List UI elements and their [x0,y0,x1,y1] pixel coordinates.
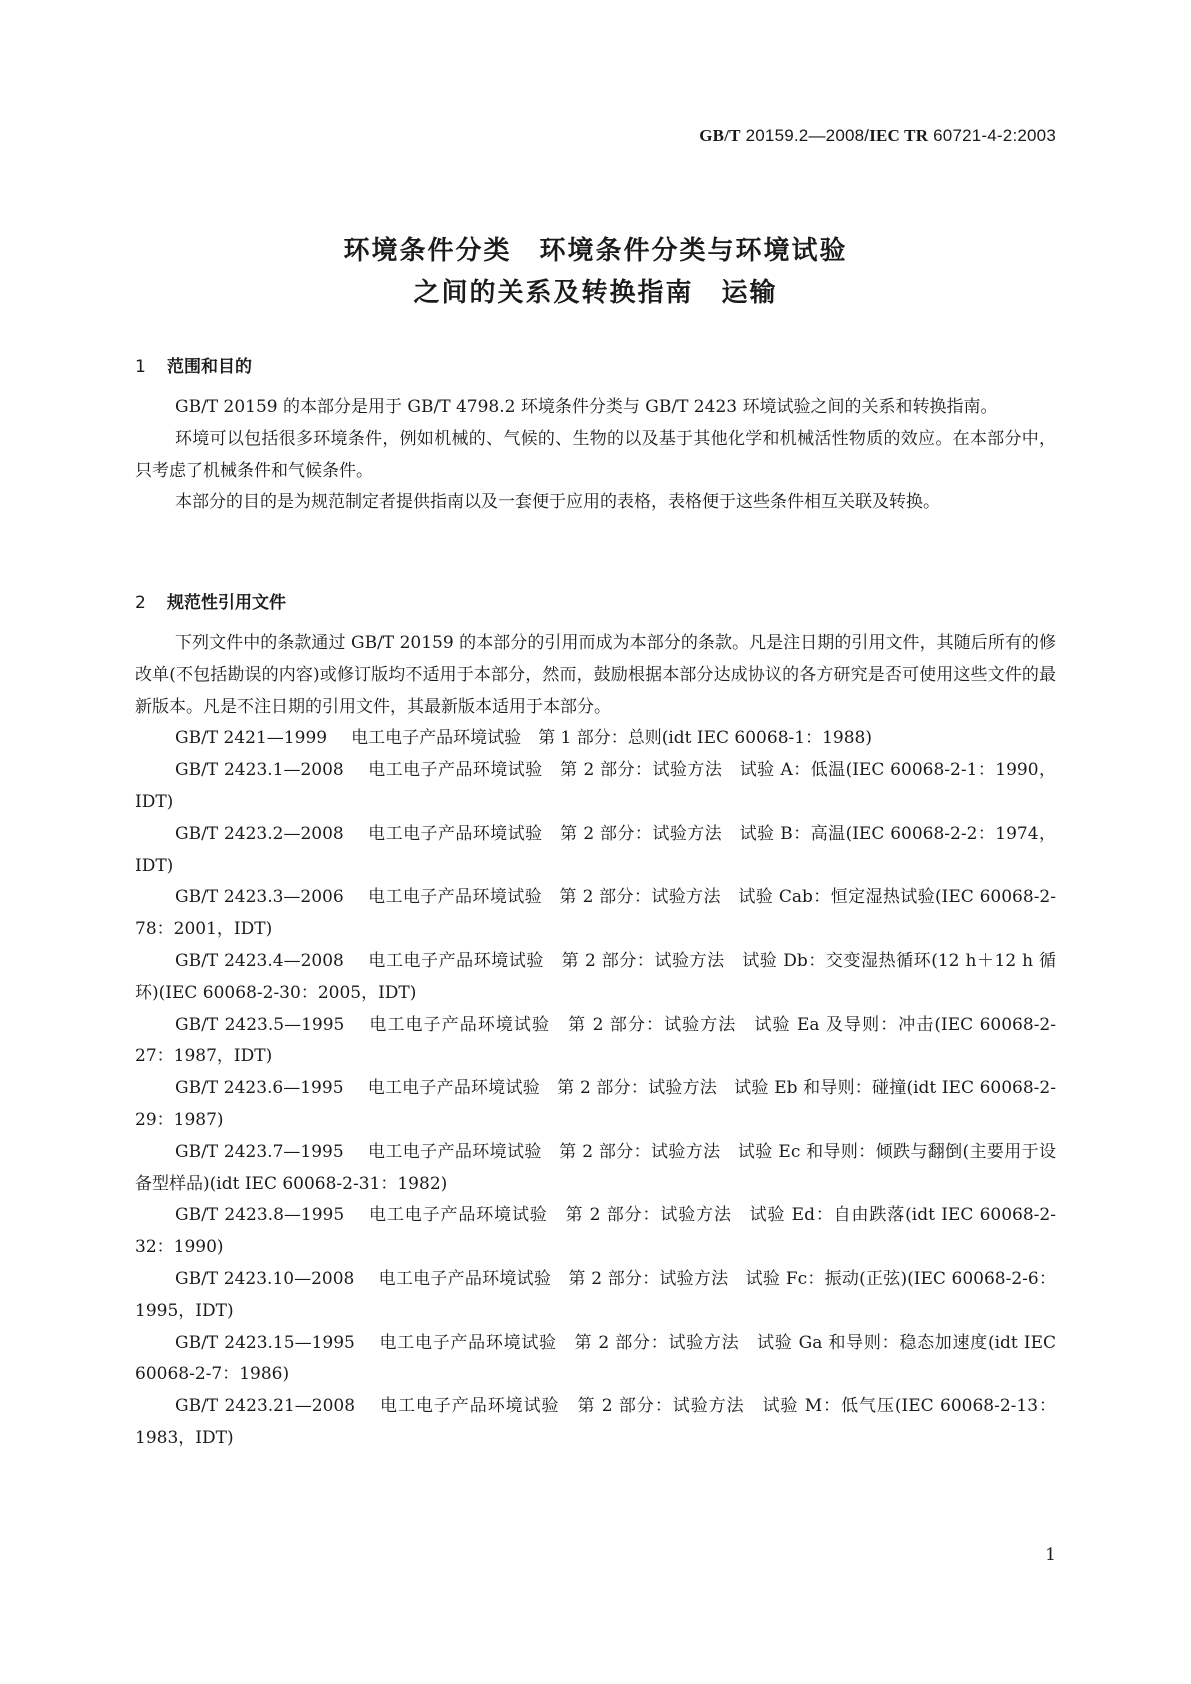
std-number: 20159.2—2008/ [745,126,870,145]
reference-item [135,882,1056,946]
reference-item [135,1200,1056,1264]
reference-title: 电工电子产品环境试验 第 2 部分：试验方法 试验 Ea 及导则：冲击(IEC 60068-2-27：1987，IDT) [135,1014,1056,1067]
section-2-number: 2 [135,593,146,613]
reference-title: 电工电子产品环境试验 第 2 部分：试验方法 试验 Ec 和导则：倾跌与翻倒(主要用于设备型样品)(idt IEC 60068-2-31：1982) [135,1141,1056,1194]
section-1-body [135,392,1056,519]
reference-code: GB/T 2423.7—1995 [175,1141,344,1162]
reference-title: 电工电子产品环境试验 第 2 部分：试验方法 试验 Ed：自由跌落(idt IEC 60068-2-32：1990) [135,1205,1056,1258]
reference-code: GB/T 2423.10—2008 [175,1268,355,1289]
reference-title: 电工电子产品环境试验 第 2 部分：试验方法 试验 Eb 和导则：碰撞(idt IEC 60068-2-29：1987) [135,1078,1056,1130]
reference-code: GB/T 2421—1999 [175,728,328,749]
reference-title: 电工电子产品环境试验 第 2 部分：试验方法 试验 Cab：恒定湿热试验(IEC 60068-2-78：2001，IDT) [135,887,1056,940]
reference-item [135,755,1056,819]
reference-item [135,1073,1056,1137]
std-prefix: GB/T [699,126,741,145]
reference-item [135,819,1056,883]
reference-code: GB/T 2423.5—1995 [175,1014,345,1035]
reference-title: 电工电子产品环境试验 第 2 部分：试验方法 试验 A：低温(IEC 60068-2-1：1990，IDT) [135,760,1056,812]
reference-item [135,946,1056,1010]
reference-code: GB/T 2423.15—1995 [175,1332,355,1353]
iec-number: 60721-4-2:2003 [933,126,1056,145]
reference-code: GB/T 2423.3—2006 [175,887,344,908]
reference-title: 电工电子产品环境试验 第 2 部分：试验方法 试验 M：低气压(IEC 60068-2-13：1983，IDT) [135,1396,1056,1448]
section-1-paragraph: 环境可以包括很多环境条件，例如机械的、气候的、生物的以及基于其他化学和机械活性物质的效应。在本部分中，只考虑了机械条件和气候条件。 [135,428,1056,481]
section-1-paragraph: 本部分的目的是为规范制定者提供指南以及一套便于应用的表格，表格便于这些条件相互关联及转换。 [175,492,940,513]
reference-code: GB/T 2423.4—2008 [175,950,344,971]
reference-title: 电工电子产品环境试验 第 2 部分：试验方法 试验 B：高温(IEC 60068-2-2：1974，IDT) [135,823,1056,876]
reference-item [135,1264,1056,1328]
reference-list [135,723,1056,1454]
reference-code: GB/T 2423.8—1995 [175,1205,345,1226]
reference-item [135,1391,1056,1455]
reference-title: 电工电子产品环境试验 第 2 部分：试验方法 试验 Db：交变湿热循环(12 h＋12 h 循环)(IEC 60068-2-30：2005，IDT) [135,950,1057,1003]
reference-code: GB/T 2423.1—2008 [175,760,344,781]
section-1-paragraph: GB/T 20159 的本部分是用于 GB/T 4798.2 环境条件分类与 GB/T 2423 环境试验之间的关系和转换指南。 [175,397,998,417]
section-2-heading [135,588,286,613]
reference-code: GB/T 2423.2—2008 [175,823,344,844]
reference-title: 电工电子产品环境试验 第 1 部分：总则(idt IEC 60068-1：1988) [351,728,872,749]
section-2-title: 规范性引用文件 [167,593,286,613]
section-1-number: 1 [135,357,146,377]
standard-identifier [699,126,1056,146]
section-2-body [135,628,1056,1455]
document-title [0,230,1191,314]
reference-item [135,1010,1056,1074]
iec-prefix: IEC TR [869,126,929,145]
reference-item [135,1328,1056,1392]
section-1-title: 范围和目的 [167,357,252,377]
title-line-2: 之间的关系及转换指南 运输 [413,278,778,308]
reference-title: 电工电子产品环境试验 第 2 部分：试验方法 试验 Ga 和导则：稳态加速度(idt IEC 60068-2-7：1986) [135,1332,1056,1385]
reference-title: 电工电子产品环境试验 第 2 部分：试验方法 试验 Fc：振动(正弦)(IEC 60068-2-6：1995，IDT) [135,1268,1056,1321]
reference-code: GB/T 2423.6—1995 [175,1078,344,1099]
title-line-1: 环境条件分类 环境条件分类与环境试验 [343,236,848,266]
reference-code: GB/T 2423.21—2008 [175,1396,356,1417]
page-number: 1 [1045,1545,1056,1565]
section-2-intro: 下列文件中的条款通过 GB/T 20159 的本部分的引用而成为本部分的条款。凡是注日期的引用文件，其随后所有的修改单(不包括勘误的内容)或修订版均不适用于本部分，然而，鼓励根据本部分达成协议的各方研究是否可使用这些文件的最新版本。凡是不注日期的引用文件，其最新版本适用于本部分。 [135,633,1056,717]
section-1-heading [135,352,252,377]
reference-item [135,1137,1056,1201]
reference-item [135,723,1056,755]
